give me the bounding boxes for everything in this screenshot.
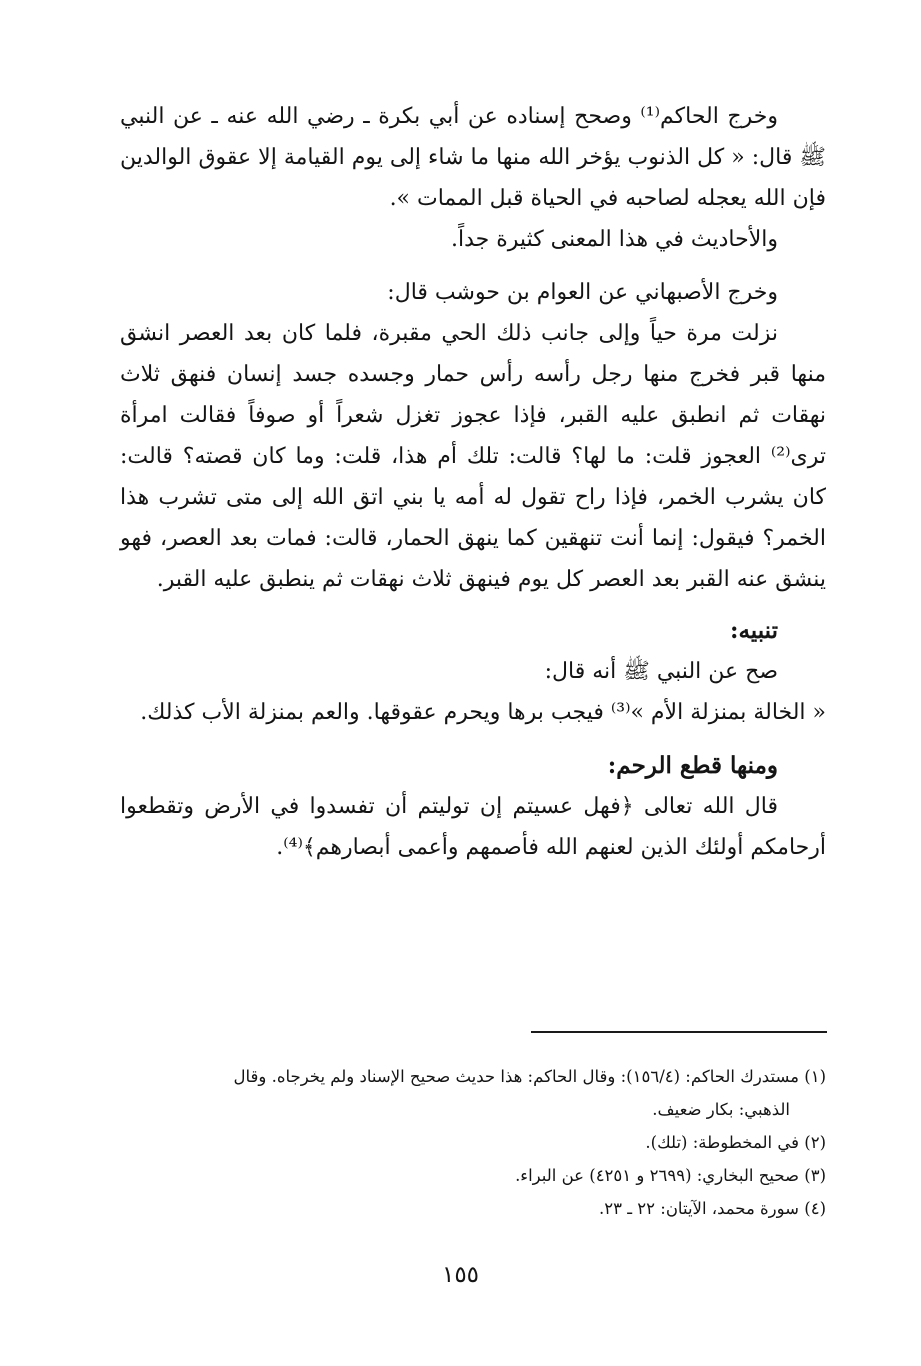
footnote-4: (٤) سورة محمد، الآيتان: ٢٢ ـ ٢٣. (598, 1199, 826, 1218)
footnote-1-continued: الذهبي: بكار ضعيف. (652, 1100, 790, 1119)
paragraph-prophet-said: صح عن النبي ﷺ أنه قال: (544, 659, 778, 684)
main-text (120, 96, 826, 868)
footnotes (132, 1060, 826, 1225)
footnote-2: (٢) في المخطوطة: (تلك). (645, 1133, 826, 1152)
paragraph-quran-verse: قال الله تعالى ﴿فهل عسيتم إن توليتم أن تفسدوا في الأرض وتقطعوا أرحامكم أولئك الذين لعنهم الله فأصمهم وأعمى أبصارهم﴾⁽⁴⁾. (120, 794, 826, 860)
paragraph-aunt-hadith: « الخالة بمنزلة الأم »⁽³⁾ فيجب برها ويحرم عقوقها. والعم بمنزلة الأب كذلك. (140, 700, 826, 725)
heading-notice: تنبيه: (729, 617, 778, 644)
footnote-divider (531, 1031, 827, 1033)
paragraph-asbahani-intro: وخرج الأصبهاني عن العوام بن حوشب قال: (387, 280, 778, 305)
paragraph-story: نزلت مرة حياً وإلى جانب ذلك الحي مقبرة، فلما كان بعد العصر انشق منها قبر فخرج منها رجل رأسه رأس حمار وجسده جسد إنسان فنهق ثلاث نهقات ثم انطبق عليه القبر، فإذا عجوز تغزل شعراً أو صوفاً فقالت امرأة ترى⁽²⁾ العجوز قلت: ما لها؟ قالت: تلك أم هذا، قلت: وما كان قصته؟ قالت: كان يشرب الخمر، فإذا راح تقول له أمه يا بني اتق الله إلى متى تشرب هذا الخمر؟ فيقول: إنما أنت تنهقين كما ينهق الحمار، قالت: فمات بعد العصر، فهو ينشق عنه القبر بعد العصر كل يوم فينهق ثلاث نهقات ثم ينطبق عليه القبر. (120, 321, 826, 592)
footnote-3: (٣) صحيح البخاري: (٢٦٩٩ و ٤٢٥١) عن البراء. (515, 1166, 826, 1185)
page-number: ١٥٥ (441, 1262, 480, 1288)
heading-cutting-kinship: ومنها قطع الرحم: (607, 752, 778, 779)
paragraph-hadith-many: والأحاديث في هذا المعنى كثيرة جداً. (451, 227, 778, 252)
footnote-1: (١) مستدرك الحاكم: (١٥٦/٤): وقال الحاكم: هذا حديث صحيح الإسناد ولم يخرجاه. وقال (233, 1067, 826, 1086)
paragraph-hakim-hadith: وخرج الحاكم⁽¹⁾ وصحح إسناده عن أبي بكرة ـ رضي الله عنه ـ عن النبي ﷺ قال: « كل الذنوب يؤخر الله منها ما شاء إلى يوم القيامة إلا عقوق الوالدين فإن الله يعجله لصاحبه في الحياة قبل الممات ». (120, 104, 826, 211)
